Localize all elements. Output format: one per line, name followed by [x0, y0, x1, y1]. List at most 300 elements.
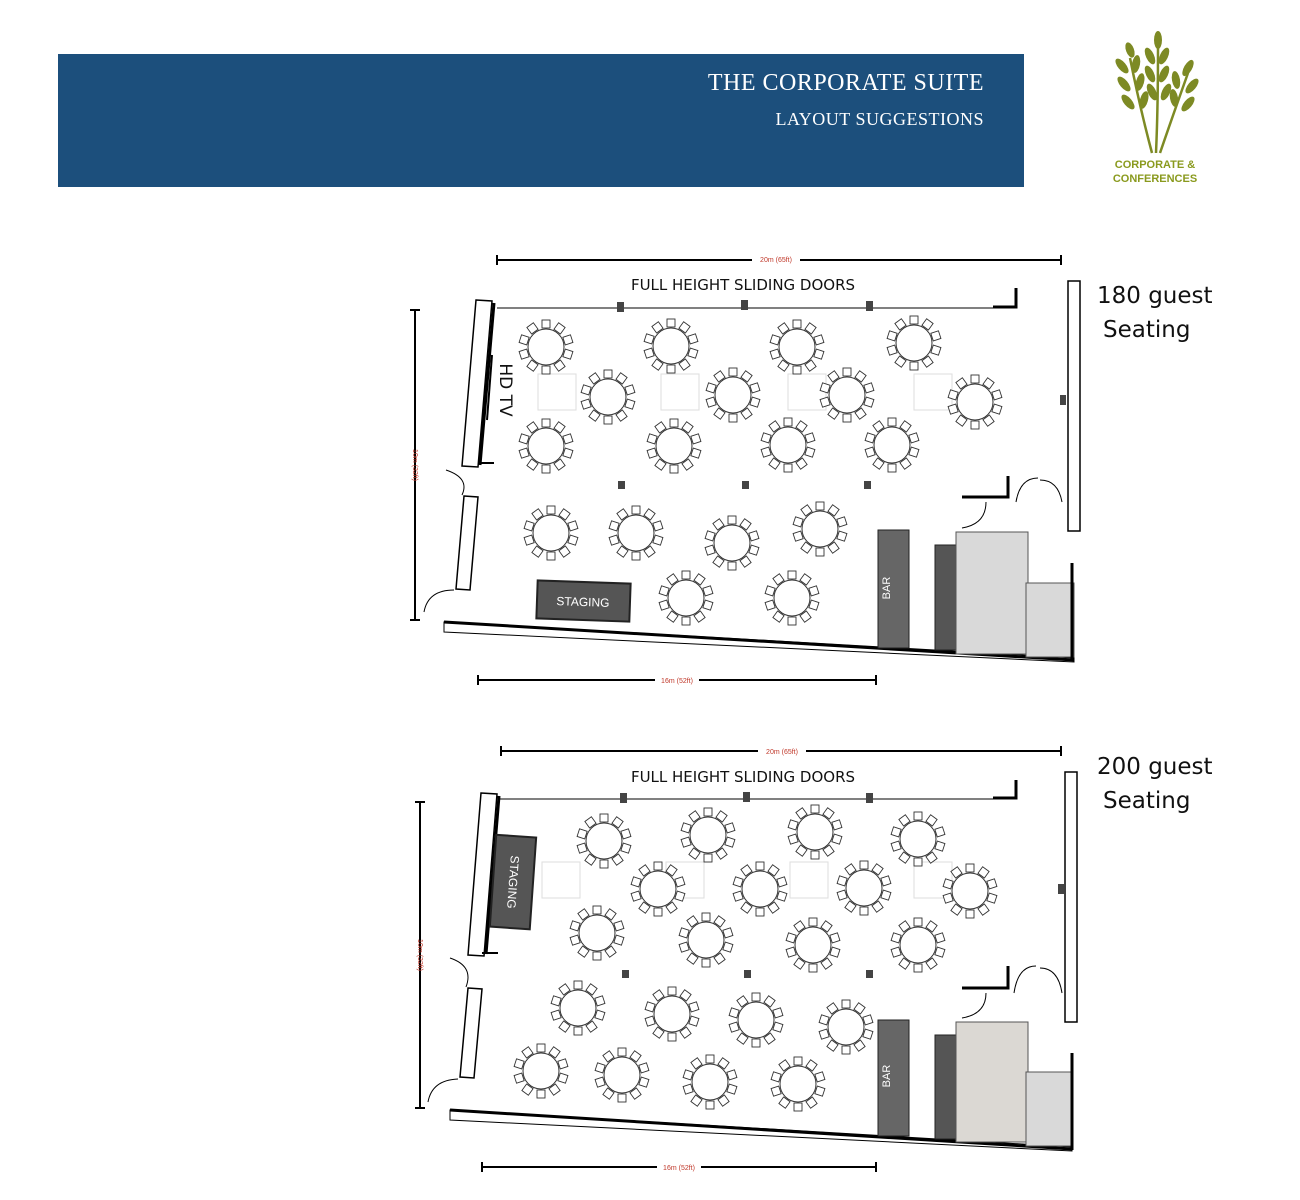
- chair: [793, 517, 803, 527]
- chair: [819, 1015, 829, 1025]
- chair: [706, 397, 716, 407]
- round-table: [631, 862, 685, 916]
- chair: [816, 502, 824, 510]
- bottom-dimension-label: 16m (52ft): [661, 678, 693, 685]
- chair: [570, 935, 580, 945]
- round-table: [659, 571, 713, 625]
- chair: [595, 1063, 605, 1073]
- table-top: [590, 379, 626, 415]
- header-banner: [58, 54, 1024, 187]
- chair: [670, 419, 678, 427]
- chair: [705, 545, 715, 555]
- chair: [542, 419, 550, 427]
- table-top: [560, 990, 596, 1026]
- chair: [809, 600, 819, 610]
- chair: [647, 448, 657, 458]
- chair: [729, 1008, 739, 1018]
- chair: [568, 521, 578, 531]
- table-top: [528, 428, 564, 464]
- bar-label: BAR: [881, 576, 893, 600]
- chair: [727, 1070, 737, 1080]
- table-top: [900, 821, 936, 857]
- chair: [786, 933, 796, 943]
- bar-label: BAR: [881, 1064, 893, 1088]
- table-top: [957, 384, 993, 420]
- table-top: [688, 922, 724, 958]
- round-table: [891, 812, 945, 866]
- top-dimension-label: 20m (65ft): [766, 749, 798, 756]
- chair: [773, 1022, 783, 1032]
- chair: [914, 812, 922, 820]
- chair: [706, 1055, 714, 1063]
- table-top: [828, 1009, 864, 1045]
- logo-text: [1088, 158, 1222, 186]
- caption-line-1: 200 guest: [1097, 754, 1213, 780]
- chair: [784, 418, 792, 426]
- chair: [830, 947, 840, 957]
- table-top: [795, 927, 831, 963]
- chair: [809, 964, 817, 972]
- chair: [577, 829, 587, 839]
- table-top: [874, 427, 910, 463]
- round-table: [647, 419, 701, 473]
- staging-label: STAGING: [504, 855, 522, 910]
- chair: [679, 942, 689, 952]
- round-table: [788, 805, 842, 859]
- chair: [537, 1090, 545, 1098]
- chair: [820, 383, 830, 393]
- round-table: [765, 571, 819, 625]
- round-table: [837, 861, 891, 915]
- chair: [667, 319, 675, 327]
- chair: [793, 531, 803, 541]
- chair: [688, 348, 698, 358]
- chair: [691, 434, 701, 444]
- table-top: [802, 511, 838, 547]
- chair: [653, 535, 663, 545]
- round-table: [943, 864, 997, 918]
- chair: [761, 433, 771, 443]
- caption-line-1: 180 guest: [1097, 283, 1213, 309]
- chair: [618, 1048, 626, 1056]
- chair: [971, 421, 979, 429]
- round-table: [524, 506, 578, 560]
- chair: [703, 586, 713, 596]
- round-table: [683, 1055, 737, 1109]
- chair: [725, 837, 735, 847]
- chair: [621, 829, 631, 839]
- chair: [542, 465, 550, 473]
- top-dimension: [501, 745, 1061, 756]
- chair: [770, 349, 780, 359]
- chair: [966, 864, 974, 872]
- table-top: [779, 329, 815, 365]
- chair: [614, 935, 624, 945]
- chair: [688, 334, 698, 344]
- chair: [794, 1103, 802, 1111]
- bottom-dimension: [478, 674, 876, 685]
- chair: [943, 879, 953, 889]
- chair: [654, 862, 662, 870]
- chair: [771, 1072, 781, 1082]
- chair: [689, 1002, 699, 1012]
- chair: [837, 517, 847, 527]
- chair: [761, 447, 771, 457]
- chair: [600, 860, 608, 868]
- chair: [600, 814, 608, 822]
- table-top: [742, 871, 778, 907]
- chair: [639, 1077, 649, 1087]
- chair: [653, 521, 663, 531]
- chair: [728, 562, 736, 570]
- chair: [843, 414, 851, 422]
- chair: [931, 331, 941, 341]
- round-table: [645, 987, 699, 1041]
- chair: [777, 877, 787, 887]
- chair: [675, 891, 685, 901]
- chair: [948, 390, 958, 400]
- chair: [595, 1010, 605, 1020]
- chair: [729, 414, 737, 422]
- round-table: [581, 370, 635, 424]
- chair: [668, 1033, 676, 1041]
- chair: [891, 947, 901, 957]
- round-table: [761, 418, 815, 472]
- chair: [788, 834, 798, 844]
- chair: [909, 447, 919, 457]
- chair: [563, 349, 573, 359]
- tables-group: [514, 805, 997, 1111]
- chair: [891, 933, 901, 943]
- chair: [891, 827, 901, 837]
- chair: [887, 345, 897, 355]
- table-top: [780, 1066, 816, 1102]
- chair: [820, 397, 830, 407]
- round-table: [706, 368, 760, 422]
- chair: [645, 1002, 655, 1012]
- chair: [752, 993, 760, 1001]
- side-dimension: [415, 802, 425, 1108]
- chair: [837, 876, 847, 886]
- chair: [935, 933, 945, 943]
- caption-180: [1097, 279, 1213, 347]
- chair: [832, 820, 842, 830]
- round-table: [514, 1044, 568, 1098]
- chair: [682, 617, 690, 625]
- tables-group: [519, 316, 1002, 625]
- page-title: THE CORPORATE SUITE: [707, 70, 984, 96]
- side-dimension-label: 10m (32ft): [411, 449, 418, 481]
- chair: [703, 600, 713, 610]
- chair: [814, 349, 824, 359]
- chair: [618, 1094, 626, 1102]
- table-top: [653, 328, 689, 364]
- caption-200: [1097, 750, 1213, 818]
- chair: [625, 385, 635, 395]
- chair: [843, 368, 851, 376]
- chair: [865, 447, 875, 457]
- chair: [860, 907, 868, 915]
- chair: [992, 390, 1002, 400]
- chair: [784, 464, 792, 472]
- table-top: [586, 823, 622, 859]
- chair: [729, 368, 737, 376]
- chair: [728, 516, 736, 524]
- chair: [788, 617, 796, 625]
- chair: [830, 933, 840, 943]
- chair: [702, 959, 710, 967]
- chair: [793, 366, 801, 374]
- chair: [519, 335, 529, 345]
- table-top: [896, 325, 932, 361]
- round-table: [887, 316, 941, 370]
- chair: [888, 464, 896, 472]
- chair: [625, 399, 635, 409]
- chair: [777, 891, 787, 901]
- chair: [577, 843, 587, 853]
- chair: [609, 535, 619, 545]
- chair: [987, 879, 997, 889]
- table-top: [846, 870, 882, 906]
- chair: [725, 823, 735, 833]
- chair: [931, 345, 941, 355]
- chair: [621, 843, 631, 853]
- chair: [702, 913, 710, 921]
- chair: [632, 552, 640, 560]
- chair: [770, 335, 780, 345]
- table-top: [797, 814, 833, 850]
- staging-label: STAGING: [556, 594, 610, 610]
- chair: [537, 1044, 545, 1052]
- round-table: [679, 913, 733, 967]
- table-top: [715, 377, 751, 413]
- chair: [706, 1101, 714, 1109]
- chair: [644, 348, 654, 358]
- chair: [524, 535, 534, 545]
- chair: [691, 448, 701, 458]
- chair: [593, 952, 601, 960]
- top-dimension: [497, 254, 1061, 265]
- table-top: [770, 427, 806, 463]
- chair: [891, 841, 901, 851]
- chair: [749, 531, 759, 541]
- chair: [793, 320, 801, 328]
- table-top: [528, 329, 564, 365]
- round-table: [644, 319, 698, 373]
- chair: [881, 876, 891, 886]
- round-table: [891, 918, 945, 972]
- round-table: [771, 1057, 825, 1111]
- chair: [935, 947, 945, 957]
- round-table: [681, 808, 735, 862]
- chair: [670, 465, 678, 473]
- chair: [837, 890, 847, 900]
- chair: [814, 335, 824, 345]
- round-table: [733, 862, 787, 916]
- chair: [794, 1057, 802, 1065]
- chair: [644, 334, 654, 344]
- chair: [805, 433, 815, 443]
- chair: [863, 1015, 873, 1025]
- table-top: [829, 377, 865, 413]
- table-top: [640, 871, 676, 907]
- chair: [788, 571, 796, 579]
- table-top: [654, 996, 690, 1032]
- chair: [604, 416, 612, 424]
- round-table: [819, 1000, 873, 1054]
- chair: [860, 861, 868, 869]
- round-table: [551, 981, 605, 1035]
- side-dimension-label: 10m (32ft): [416, 939, 423, 971]
- chair: [966, 910, 974, 918]
- chair: [756, 862, 764, 870]
- chair: [811, 805, 819, 813]
- round-table: [820, 368, 874, 422]
- chair: [604, 370, 612, 378]
- chair: [914, 918, 922, 926]
- chair: [729, 1022, 739, 1032]
- round-table: [948, 375, 1002, 429]
- chair: [705, 531, 715, 541]
- chair: [765, 586, 775, 596]
- chair: [519, 434, 529, 444]
- chair: [819, 1029, 829, 1039]
- chair: [910, 316, 918, 324]
- tv-label: HD TV: [495, 363, 515, 417]
- chair: [659, 600, 669, 610]
- chair: [864, 383, 874, 393]
- table-top: [738, 1002, 774, 1038]
- chair: [811, 851, 819, 859]
- chair: [837, 531, 847, 541]
- chair: [551, 1010, 561, 1020]
- chair: [563, 335, 573, 345]
- staging-block: [536, 580, 630, 621]
- chair: [654, 908, 662, 916]
- chair: [881, 890, 891, 900]
- chair: [723, 928, 733, 938]
- chair: [752, 1039, 760, 1047]
- bottom-dimension-label: 16m (52ft): [663, 1165, 695, 1172]
- chair: [631, 877, 641, 887]
- table-top: [668, 580, 704, 616]
- chair: [631, 891, 641, 901]
- chair: [542, 320, 550, 328]
- chair: [749, 545, 759, 555]
- round-table: [786, 918, 840, 972]
- caption-line-2: Seating: [1103, 317, 1191, 343]
- table-top: [579, 915, 615, 951]
- chair: [788, 820, 798, 830]
- chair: [971, 375, 979, 383]
- chair: [689, 1016, 699, 1026]
- chair: [842, 1046, 850, 1054]
- chair: [645, 1016, 655, 1026]
- round-table: [705, 516, 759, 570]
- table-top: [900, 927, 936, 963]
- chair: [756, 908, 764, 916]
- chair: [595, 996, 605, 1006]
- chair: [935, 827, 945, 837]
- chair: [805, 447, 815, 457]
- chair: [681, 823, 691, 833]
- chair: [816, 548, 824, 556]
- round-table: [595, 1048, 649, 1102]
- round-table: [793, 502, 847, 556]
- chair: [733, 891, 743, 901]
- chair: [935, 841, 945, 851]
- round-table: [609, 506, 663, 560]
- chair: [681, 837, 691, 847]
- sliding-doors-label: FULL HEIGHT SLIDING DOORS: [630, 768, 856, 786]
- chair: [524, 521, 534, 531]
- chair: [910, 362, 918, 370]
- chair: [609, 521, 619, 531]
- round-table: [570, 906, 624, 960]
- page-subtitle: LAYOUT SUGGESTIONS: [775, 109, 984, 129]
- chair: [675, 877, 685, 887]
- chair: [632, 506, 640, 514]
- chair: [914, 964, 922, 972]
- round-table: [519, 419, 573, 473]
- table-top: [774, 580, 810, 616]
- chair: [668, 987, 676, 995]
- round-table: [770, 320, 824, 374]
- chair: [888, 418, 896, 426]
- chair: [765, 600, 775, 610]
- chair: [773, 1008, 783, 1018]
- chair: [943, 893, 953, 903]
- sliding-doors-label: FULL HEIGHT SLIDING DOORS: [630, 276, 856, 294]
- chair: [815, 1086, 825, 1096]
- chair: [683, 1084, 693, 1094]
- chair: [581, 385, 591, 395]
- chair: [786, 947, 796, 957]
- chair: [809, 918, 817, 926]
- chair: [887, 331, 897, 341]
- chair: [570, 921, 580, 931]
- chair: [519, 448, 529, 458]
- table-top: [692, 1064, 728, 1100]
- table-top: [714, 525, 750, 561]
- table-top: [656, 428, 692, 464]
- chair: [750, 383, 760, 393]
- logo-line-1: CORPORATE &: [1114, 159, 1196, 171]
- chair: [639, 1063, 649, 1073]
- chair: [647, 434, 657, 444]
- top-dimension-label: 20m (65ft): [760, 257, 792, 264]
- chair: [815, 1072, 825, 1082]
- chair: [832, 834, 842, 844]
- chair: [574, 981, 582, 989]
- logo-line-2: CONFERENCES: [1112, 173, 1198, 185]
- chair: [514, 1059, 524, 1069]
- chair: [733, 877, 743, 887]
- chair: [809, 586, 819, 596]
- chair: [542, 366, 550, 374]
- chair: [992, 404, 1002, 414]
- chair: [842, 1000, 850, 1008]
- chair: [948, 404, 958, 414]
- chair: [563, 434, 573, 444]
- table-top: [533, 515, 569, 551]
- chair: [574, 1027, 582, 1035]
- chair: [987, 893, 997, 903]
- chair: [593, 906, 601, 914]
- chair: [706, 383, 716, 393]
- table-top: [952, 873, 988, 909]
- chair: [551, 996, 561, 1006]
